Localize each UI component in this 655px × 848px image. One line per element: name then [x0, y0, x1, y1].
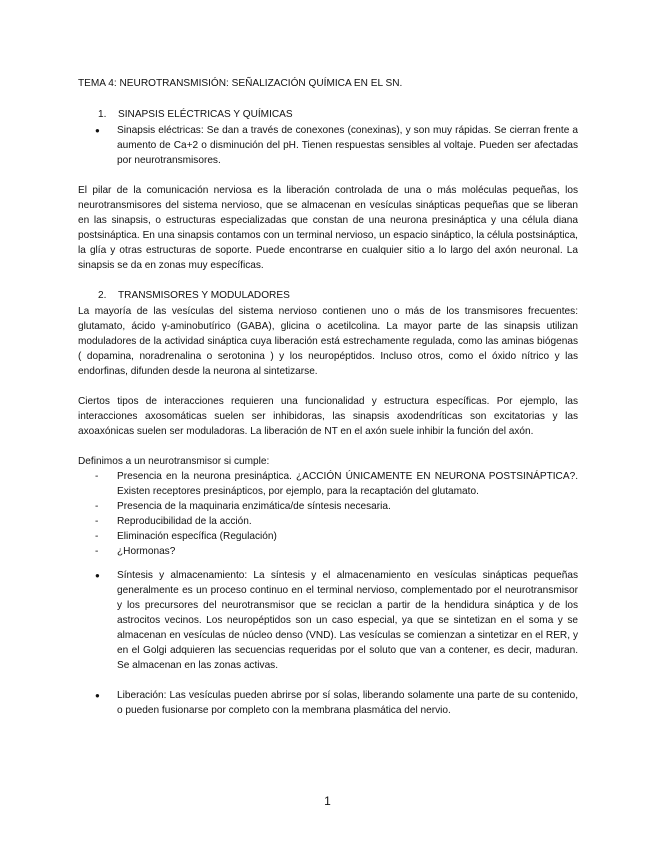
page-number: 1: [324, 794, 331, 808]
bullet-body: [117, 123, 578, 168]
section-number: 2.: [98, 290, 107, 301]
dash-marker: -: [95, 516, 99, 527]
bullet-text: Se dan a través de conexones (conexinas), y son muy rápidas. Se cierran frente a aumento de Ca+2 o disminución del pH. Tienen respuestas sensibles al voltaje. Pueden ser afectadas por neurotransmisores.: [117, 125, 578, 166]
bullet-icon: ●: [95, 691, 100, 700]
page-content: [78, 76, 578, 718]
dash-marker: -: [95, 531, 99, 542]
bullet-icon: ●: [95, 126, 100, 135]
paragraph-transmitters: La mayoría de las vesículas del sistema nervioso contienen uno o más de los transmisores frecuentes: glutamato, ácido γ-aminobutírico (GABA), glicina o acetilcolina. La mayor parte de las sinapsis utilizan moduladores de la actividad sináptica cuya liberación está estrechamente regulada, como las aminas biógenas ( dopamina, noradrenalina o serotonina ) y los neuropéptidos. Incluso otros, como el óxido nítrico y las endorfinas, difunden desde la neurona al sintetizarse.: [78, 306, 578, 377]
bullet-body: [117, 688, 578, 718]
dash-marker: -: [95, 501, 99, 512]
bullet-body: [117, 568, 578, 673]
criteria-item: [78, 499, 578, 514]
criteria-item: [78, 514, 578, 529]
bullet-label: Liberación:: [117, 690, 167, 701]
paragraph-communication: El pilar de la comunicación nerviosa es la liberación controlada de una o más moléculas pequeñas, los neurotransmisores del sistema nervioso, que se almacenan en vesículas sinápticas pequeñas que se liberan en las sinapsis, o estructuras especializadas que constan de una neurona presináptica y una célula diana postsináptica. En una sinapsis contamos con un terminal nervioso, un espacio sináptico, la célula postsináptica, la glía y otras estructuras de soporte. Puede encontrarse en cualquier sitio a lo largo del axón neuronal. La sinapsis se da en zonas muy específicas.: [78, 185, 578, 271]
criteria-text: Presencia de la maquinaria enzimática/de síntesis necesaria.: [117, 501, 391, 512]
criteria-text: ¿Hormonas?: [117, 546, 176, 557]
bullet-label: Síntesis y almacenamiento:: [117, 570, 248, 581]
bullet-text: Las vesículas pueden abrirse por sí solas, liberando solamente una parte de su contenido, o pueden fusionarse por completo con la membrana plasmática del nervio.: [117, 690, 578, 716]
criteria-text: Eliminación específica (Regulación): [117, 531, 277, 542]
section-title: TRANSMISORES Y MODULADORES: [118, 290, 290, 301]
criteria-text: Reproducibilidad de la acción.: [117, 516, 252, 527]
criteria-item: [78, 544, 578, 559]
document-title: TEMA 4: NEUROTRANSMISIÓN: SEÑALIZACIÓN QUÍMICA EN EL SN.: [78, 78, 403, 89]
bullet-icon: ●: [95, 571, 100, 580]
criteria-item: [78, 469, 578, 499]
bullet-text: La síntesis y el almacenamiento en vesículas sinápticas pequeñas generalmente es un proceso continuo en el terminal nervioso, complementado por el neurotransmisor y los precursores del neurotransmisor que se reciclan a partir de la hendidura sináptica y de los astrocitos vecinos. Los neuropéptidos son un caso especial, ya que se sintetizan en el soma y se almacenan en vesículas de núcleo denso (VND). Las vesículas se comienzan a sintetizar en el RER, y en el Golgi adquieren las secuencias requeridas por el soluto que van a contener, es decir, maduran. Se almacenan en las zonas activas.: [117, 570, 578, 671]
criteria-text: Presencia en la neurona presináptica. ¿ACCIÓN ÚNICAMENTE EN NEURONA POSTSINÁPTICA?. Existen receptores presinápticos, por ejemplo, para la recaptación del glutamato.: [117, 471, 578, 497]
criteria-intro: Definimos a un neurotransmisor si cumple:: [78, 456, 270, 467]
bullet-item-synthesis: [78, 568, 578, 673]
section-title: SINAPSIS ELÉCTRICAS Y QUÍMICAS: [118, 109, 293, 120]
bullet-item-release: [78, 688, 578, 718]
bullet-item-electrical-synapses: [78, 123, 578, 168]
section-number: 1.: [98, 109, 107, 120]
dash-marker: -: [95, 546, 99, 557]
dash-marker: -: [95, 471, 99, 482]
bullet-label: Sinapsis eléctricas:: [117, 125, 204, 136]
section-heading-2: [78, 288, 578, 303]
criteria-item: [78, 529, 578, 544]
section-heading-1: [78, 107, 578, 122]
paragraph-interactions: Ciertos tipos de interacciones requieren una funcionalidad y estructura específicas. Por ejemplo, las interacciones axosomáticas suelen ser inhibidoras, las sinapsis axodendríticas son excitatorias y las axoaxónicas suelen ser moduladoras. La liberación de NT en el axón suele inhibir la función del axón.: [78, 396, 578, 437]
